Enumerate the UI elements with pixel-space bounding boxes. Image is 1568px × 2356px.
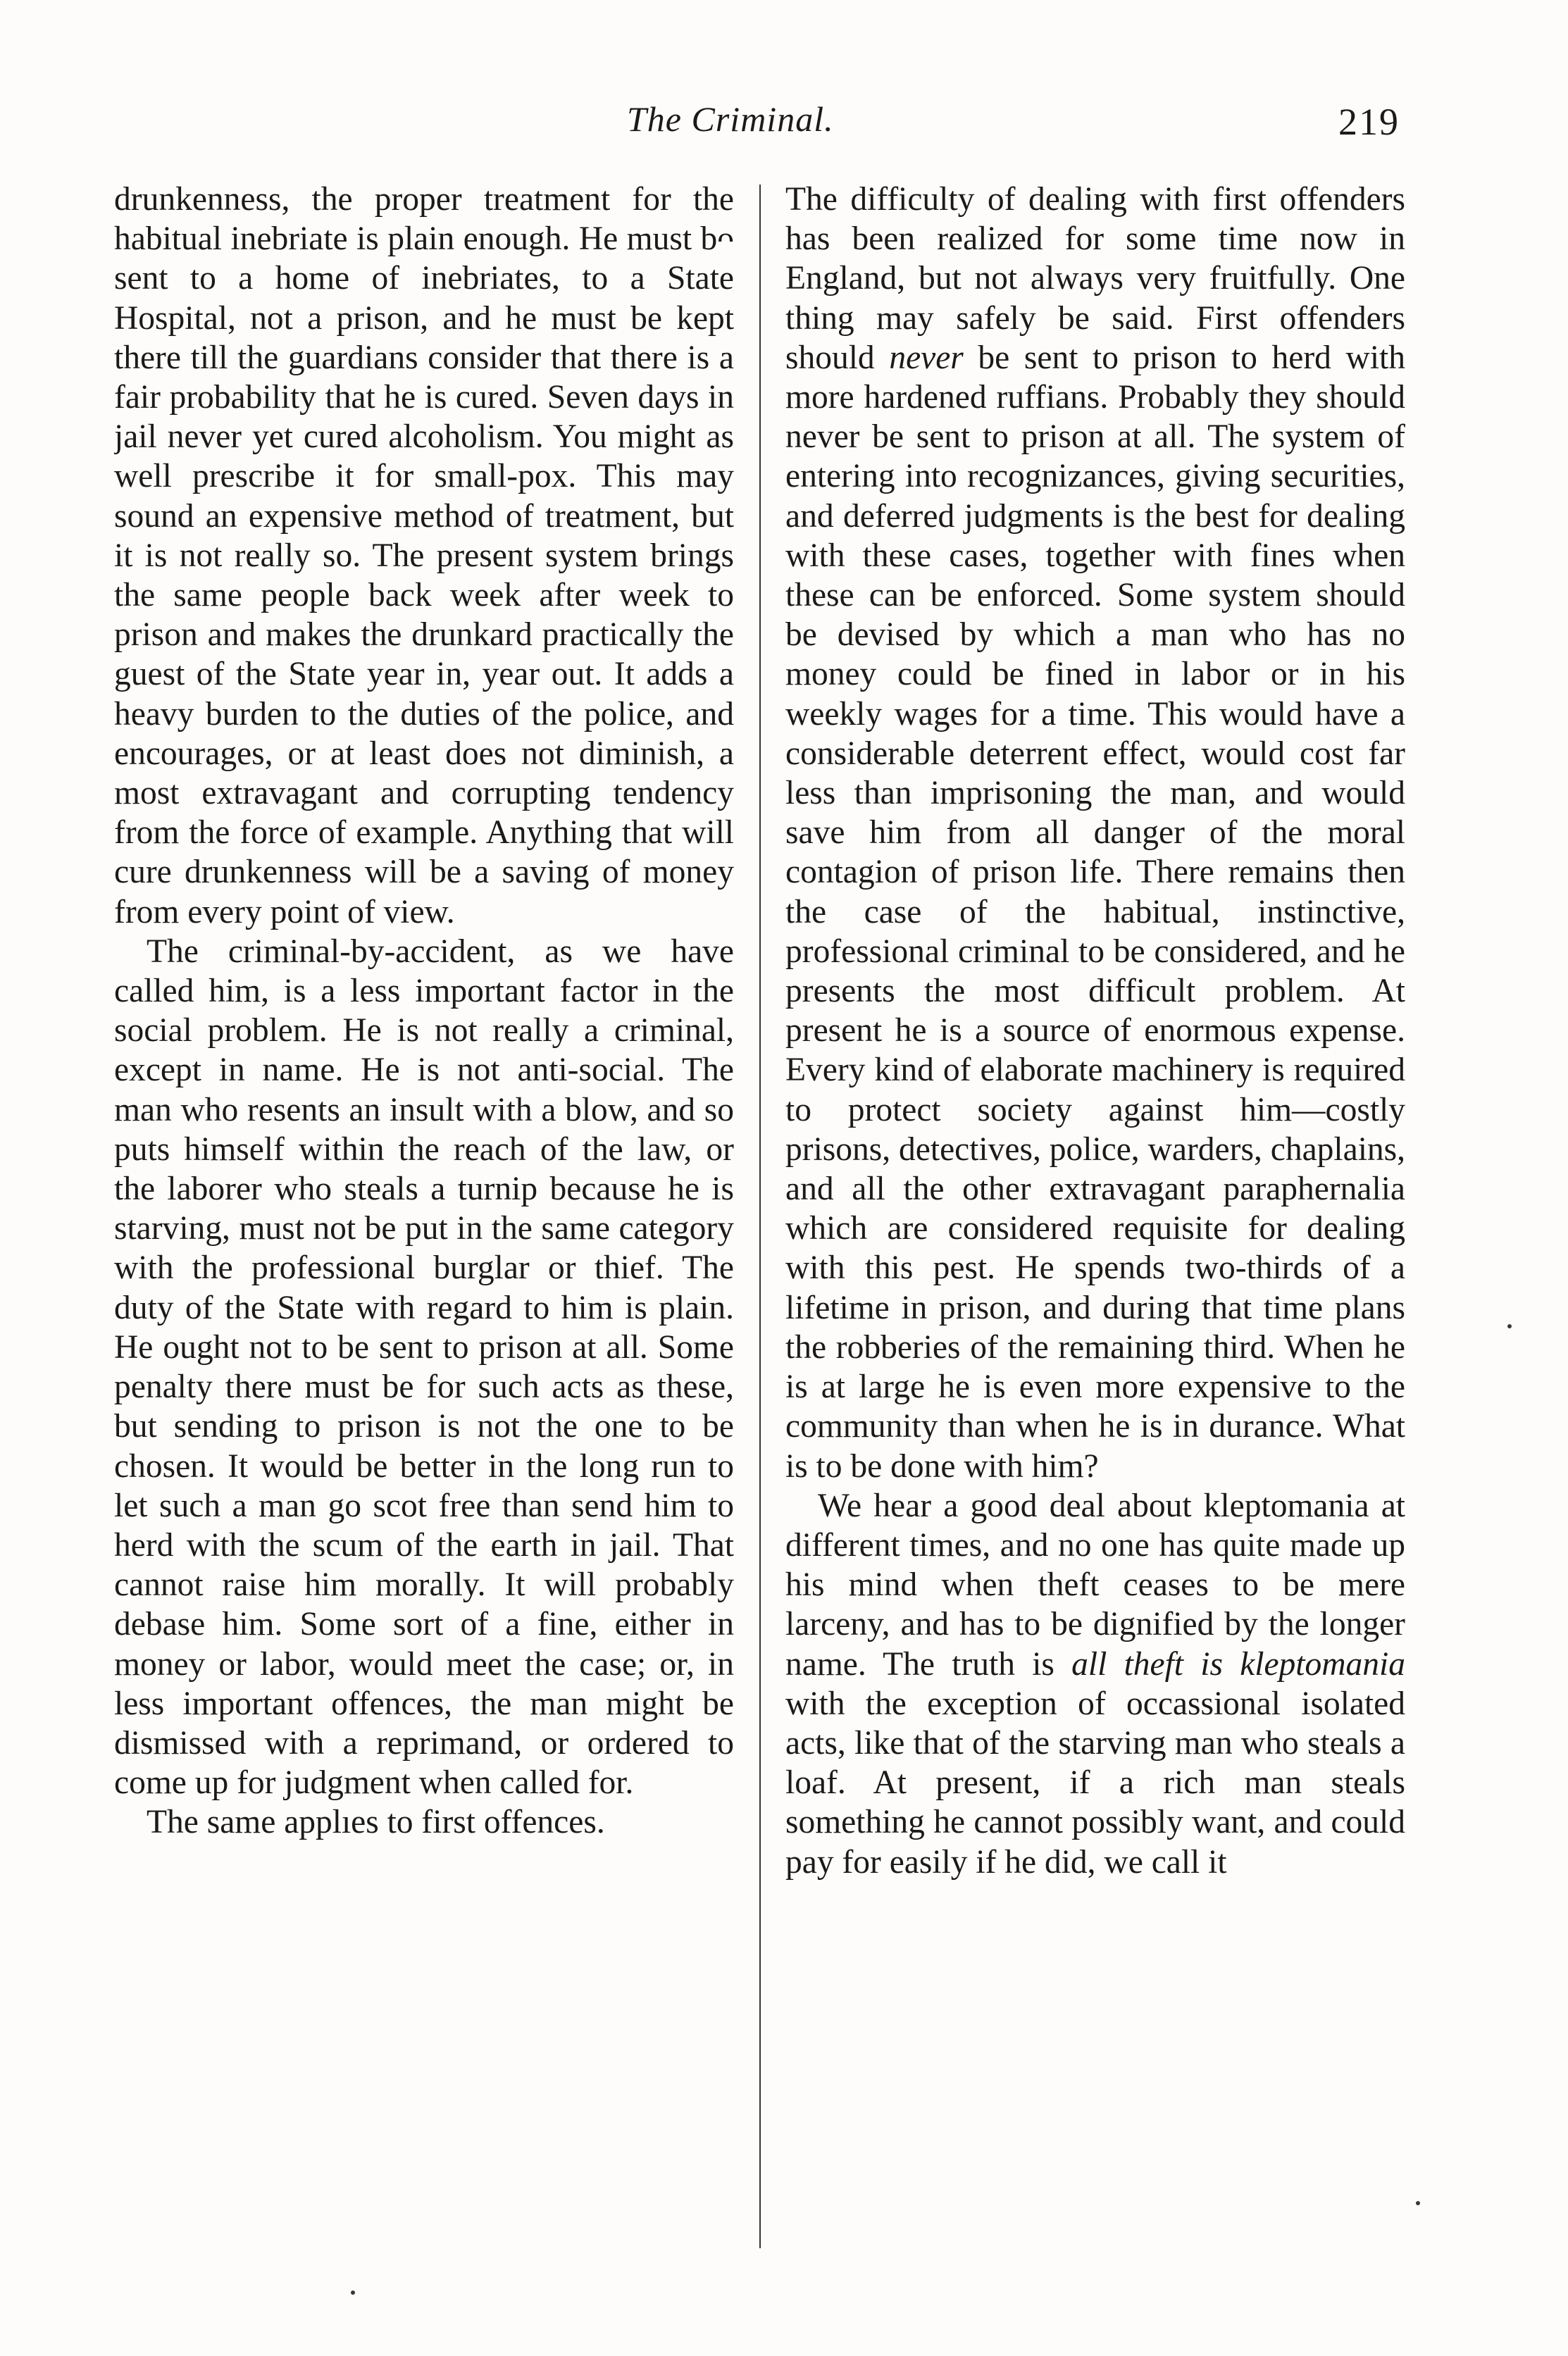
print-speck — [1416, 2201, 1420, 2205]
emphasis-kleptomania: all theft is kleptomania — [1071, 1645, 1405, 1683]
emphasis-never: never — [889, 339, 964, 376]
print-speck — [1507, 1324, 1512, 1328]
text-run: The difficulty of dealing with first offenders has been realized for some time now in England, but not always very fruitfully. One thing may safely be said. First offenders should — [785, 181, 1405, 376]
column-divider — [759, 185, 761, 2248]
text-run: with the exception of occassional isolated acts, like that of the starving man who steals a loaf. At present, if a rich man steals something he cannot possibly want, and could pay for easily if he did, we call it — [785, 1685, 1405, 1881]
paragraph-kleptomania — [785, 1486, 1405, 1882]
paragraph-first-offences-intro: The same applıes to first offences. — [147, 1804, 605, 1841]
paragraph-first-offenders — [785, 180, 1405, 1486]
right-column — [785, 180, 1405, 2250]
page-number: 219 — [1338, 101, 1400, 143]
print-speck — [351, 2290, 355, 2295]
running-title: The Criminal. — [627, 99, 834, 139]
left-column — [114, 180, 734, 2250]
paragraph-inebriate-treatment: drunkenness, the proper treatment for the habitual inebriate is plain enough. He must bᴖ sent to a home of inebriates, to a State Hospital, not a prison, and he must be kept there till the guardians consider that there is a fair probability that he is cured. Seven days in jail never yet cured alcoholism. You might as well prescribe it for small-pox. This may sound an expensive method of treatment, but it is not really so. The present system brings the same people back week after week to prison and makes the drunkard practically the guest of the State year in, year out. It adds a heavy burden to the duties of the police, and encourages, or at least does not diminish, a most extravagant and corrupting tendency from the force of example. Anything that will cure drunkenness will be a saving of money from every point of view. — [114, 181, 734, 930]
paragraph-criminal-by-accident: The criminal-by-accident, as we have called him, is a less important factor in the social problem. He is not really a criminal, except in name. He is not anti-social. The man who resents an insult with a blow, and so puts himself within the reach of the law, or the laborer who steals a turnip because he is starving, must not be put in the same category with the professional burglar or thief. The duty of the State with regard to him is plain. He ought not to be sent to prison at all. Some penalty there must be for such acts as these, but sending to prison is not the one to be chosen. It would be better in the long run to let such a man go scot free than send him to herd with the scum of the earth in jail. That cannot raise him morally. It will probably debase him. Some sort of a fine, either in money or labor, would meet the case; or, in less important offences, the man might be dismissed with a reprimand, or ordered to come up for judgment when called for. — [114, 933, 734, 1802]
text-run: We hear a good deal about kleptomania at different times, and no one has quite made up his mind when theft ceases to be mere larceny, and has to be dignified by the longer name. The truth is — [785, 1487, 1405, 1683]
text-run: be sent to prison to herd with more hardened ruffians. Probably they should never be sent to prison at all. The system of entering into recognizances, giving securities, and deferred judgments is the best for dealing with these cases, together with fines when these can be enforced. Some system should be devised by which a man who has no money could be fined in labor or in his weekly wages for a time. This would have a considerable deterrent effect, would cost far less than imprisoning the man, and would save him from all danger of the moral contagion of prison life. There remains then the case of the habitual, instinctive, professional criminal to be considered, and he presents the most difficult problem. At present he is a source of enormous expense. Every kind of elaborate machinery is required to protect society against him—costly prisons, detectives, police, warders, chaplains, and all the other extravagant paraphernalia which are considered requisite for dealing with this pest. He spends two-thirds of a lifetime in prison, and during that time plans the robberies of the remaining third. When he is at large he is even more expensive to the community than when he is in durance. What is to be done with him? — [785, 339, 1405, 1485]
